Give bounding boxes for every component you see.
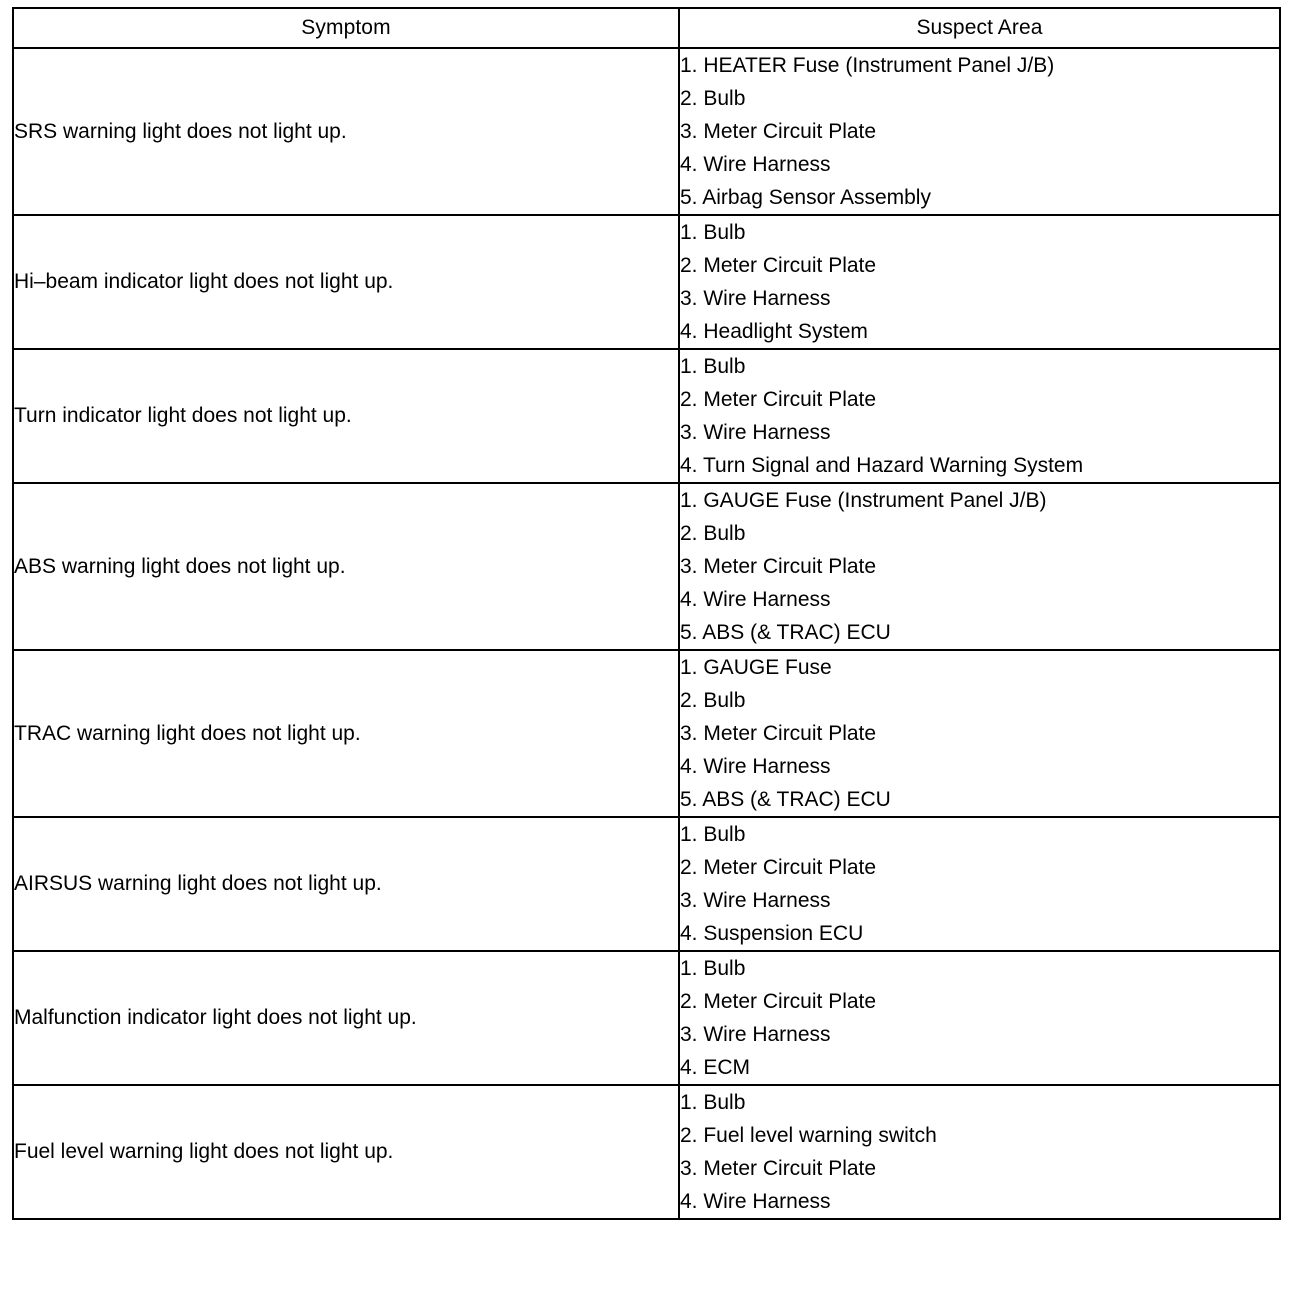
suspect-item: 3. Wire Harness bbox=[680, 1023, 831, 1046]
suspect-item: 1. GAUGE Fuse (Instrument Panel J/B) bbox=[680, 489, 1047, 512]
suspect-item: 3. Wire Harness bbox=[680, 287, 831, 310]
suspect-area-cell bbox=[679, 215, 1280, 349]
suspect-list bbox=[680, 1086, 1279, 1218]
suspect-item: 2. Meter Circuit Plate bbox=[680, 856, 877, 879]
suspect-item: 2. Bulb bbox=[680, 87, 746, 110]
header-suspect-area: Suspect Area bbox=[679, 8, 1280, 48]
table-row bbox=[13, 483, 1280, 650]
suspect-area-cell bbox=[679, 817, 1280, 951]
suspect-item: 2. Meter Circuit Plate bbox=[680, 254, 877, 277]
suspect-item: 4. ECM bbox=[680, 1056, 751, 1079]
suspect-item: 4. Suspension ECU bbox=[680, 922, 864, 945]
suspect-item: 1. GAUGE Fuse bbox=[680, 656, 832, 679]
suspect-item: 1. Bulb bbox=[680, 355, 746, 378]
symptom-cell: Fuel level warning light does not light up. bbox=[13, 1085, 679, 1219]
suspect-item: 1. Bulb bbox=[680, 221, 746, 244]
suspect-list bbox=[680, 350, 1279, 482]
table-row bbox=[13, 951, 1280, 1085]
symptom-cell: SRS warning light does not light up. bbox=[13, 48, 679, 215]
table-row bbox=[13, 650, 1280, 817]
suspect-item: 4. Headlight System bbox=[680, 320, 868, 343]
suspect-item: 5. ABS (& TRAC) ECU bbox=[680, 788, 891, 811]
suspect-area-cell bbox=[679, 483, 1280, 650]
suspect-item: 1. Bulb bbox=[680, 957, 746, 980]
symptom-cell: TRAC warning light does not light up. bbox=[13, 650, 679, 817]
symptom-cell: Malfunction indicator light does not light up. bbox=[13, 951, 679, 1085]
suspect-area-cell bbox=[679, 951, 1280, 1085]
suspect-item: 4. Turn Signal and Hazard Warning System bbox=[680, 454, 1084, 477]
suspect-item: 4. Wire Harness bbox=[680, 588, 831, 611]
table-row bbox=[13, 48, 1280, 215]
suspect-list bbox=[680, 484, 1279, 649]
table-row bbox=[13, 349, 1280, 483]
suspect-item: 3. Wire Harness bbox=[680, 421, 831, 444]
suspect-item: 3. Meter Circuit Plate bbox=[680, 1157, 877, 1180]
suspect-item: 4. Wire Harness bbox=[680, 755, 831, 778]
suspect-item: 1. Bulb bbox=[680, 823, 746, 846]
suspect-list bbox=[680, 952, 1279, 1084]
table-row bbox=[13, 1085, 1280, 1219]
symptom-cell: AIRSUS warning light does not light up. bbox=[13, 817, 679, 951]
symptom-cell: ABS warning light does not light up. bbox=[13, 483, 679, 650]
suspect-area-cell bbox=[679, 1085, 1280, 1219]
suspect-item: 3. Meter Circuit Plate bbox=[680, 555, 877, 578]
suspect-item: 5. Airbag Sensor Assembly bbox=[680, 186, 931, 209]
symptom-cell: Turn indicator light does not light up. bbox=[13, 349, 679, 483]
table-body bbox=[13, 48, 1280, 1219]
suspect-item: 2. Meter Circuit Plate bbox=[680, 388, 877, 411]
suspect-list bbox=[680, 49, 1279, 214]
suspect-item: 4. Wire Harness bbox=[680, 153, 831, 176]
troubleshooting-sheet bbox=[12, 7, 1279, 1220]
suspect-item: 5. ABS (& TRAC) ECU bbox=[680, 621, 891, 644]
suspect-list bbox=[680, 818, 1279, 950]
table-header bbox=[13, 8, 1280, 48]
suspect-list bbox=[680, 651, 1279, 816]
suspect-item: 2. Bulb bbox=[680, 689, 746, 712]
suspect-item: 4. Wire Harness bbox=[680, 1190, 831, 1213]
suspect-item: 2. Bulb bbox=[680, 522, 746, 545]
symptom-table bbox=[12, 7, 1281, 1220]
suspect-item: 1. HEATER Fuse (Instrument Panel J/B) bbox=[680, 54, 1055, 77]
symptom-cell: Hi–beam indicator light does not light up. bbox=[13, 215, 679, 349]
table-row bbox=[13, 215, 1280, 349]
suspect-item: 3. Wire Harness bbox=[680, 889, 831, 912]
suspect-area-cell bbox=[679, 349, 1280, 483]
suspect-item: 3. Meter Circuit Plate bbox=[680, 120, 877, 143]
suspect-list bbox=[680, 216, 1279, 348]
suspect-item: 3. Meter Circuit Plate bbox=[680, 722, 877, 745]
header-symptom: Symptom bbox=[13, 8, 679, 48]
suspect-item: 2. Meter Circuit Plate bbox=[680, 990, 877, 1013]
suspect-item: 2. Fuel level warning switch bbox=[680, 1124, 937, 1147]
header-row bbox=[13, 8, 1280, 48]
suspect-area-cell bbox=[679, 650, 1280, 817]
table-row bbox=[13, 817, 1280, 951]
suspect-area-cell bbox=[679, 48, 1280, 215]
suspect-item: 1. Bulb bbox=[680, 1091, 746, 1114]
